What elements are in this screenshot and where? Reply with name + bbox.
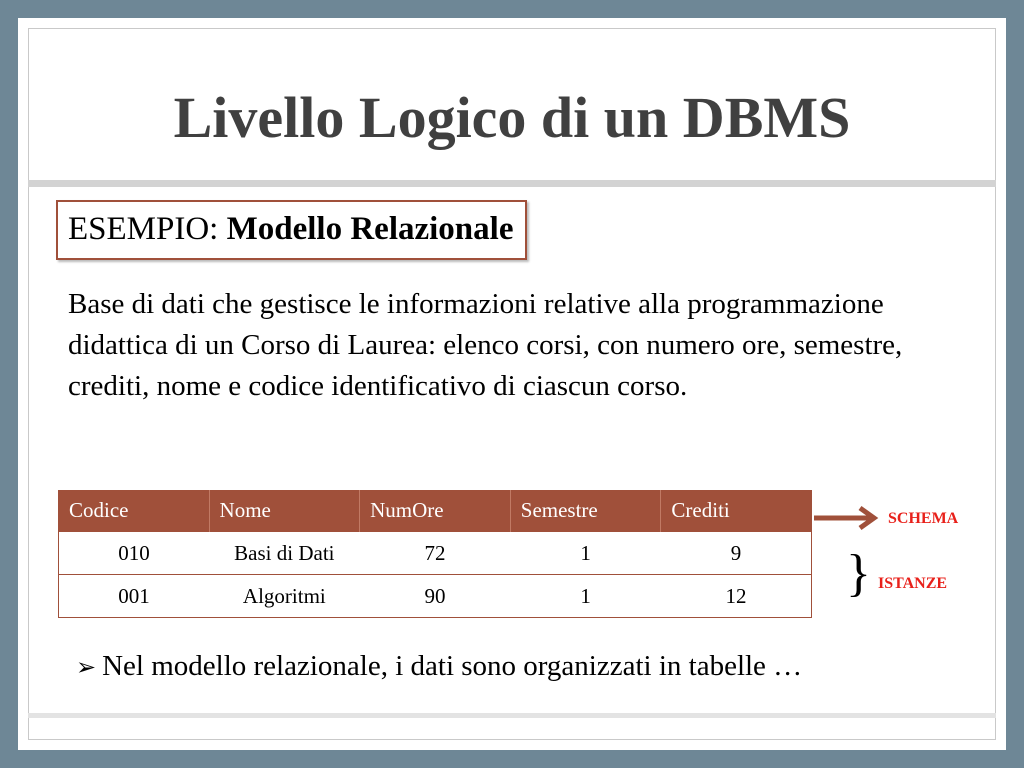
example-prefix: ESEMPIO: (68, 211, 219, 247)
table-cell: 90 (360, 575, 511, 618)
bullet-text: Nel modello relazionale, i dati sono organizzati in tabelle … (102, 650, 803, 682)
slide-title: Livello Logico di un DBMS (173, 85, 851, 150)
table-cell: 1 (510, 575, 661, 618)
bottom-divider (28, 713, 996, 718)
table-cell: 72 (360, 532, 511, 575)
table-header-row (59, 490, 812, 532)
schema-arrow-icon (812, 504, 882, 532)
table-cell: 001 (59, 575, 210, 618)
example-box (56, 200, 527, 260)
bullet-item (76, 650, 802, 683)
slide (18, 18, 1006, 750)
table-cell: 010 (59, 532, 210, 575)
header-cell: Crediti (661, 490, 812, 532)
table-cell: 1 (510, 532, 661, 575)
header-cell: NumOre (360, 490, 511, 532)
description-text: Base di dati che gestisce le informazioni relative alla programmazione didattica di un Corso di Laurea: elenco corsi, con numero ore, semestre, crediti, nome e codice identificativo di ciascun corso. (68, 288, 903, 402)
brace-icon: } (846, 545, 871, 602)
arrow-bullet-icon: ➢ (76, 655, 97, 681)
table-cell: Basi di Dati (209, 532, 360, 575)
table-row (59, 575, 812, 618)
example-bold: Modello Relazionale (226, 211, 514, 247)
header-cell: Semestre (510, 490, 661, 532)
header-cell: Nome (209, 490, 360, 532)
table-cell: 9 (661, 532, 812, 575)
table-cell: 12 (661, 575, 812, 618)
table-row (59, 532, 812, 575)
table-cell: Algoritmi (209, 575, 360, 618)
title-divider (28, 180, 996, 187)
header-cell: Codice (59, 490, 210, 532)
istanze-label: ISTANZE (878, 575, 948, 592)
schema-label: SCHEMA (888, 510, 959, 527)
relational-table (58, 490, 812, 618)
